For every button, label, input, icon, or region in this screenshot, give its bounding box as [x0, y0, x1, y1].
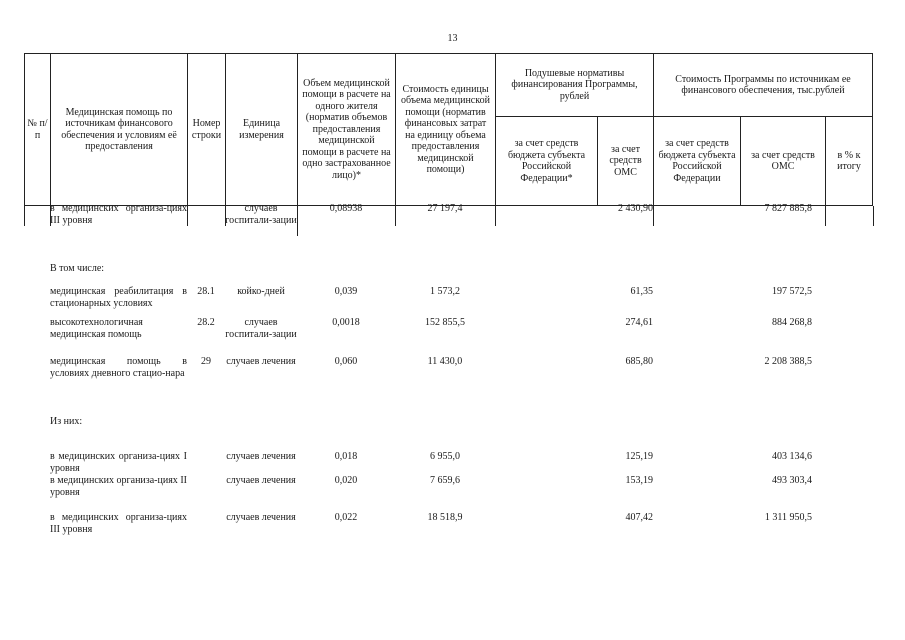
- row-pc-oms: 274,61: [625, 317, 653, 328]
- row-unit-cost: 1 573,2: [430, 286, 460, 297]
- row-cost-oms: 403 134,6: [772, 451, 812, 462]
- column-line: [24, 206, 25, 226]
- column-line: [825, 206, 826, 226]
- row-volume: 0,039: [334, 286, 358, 297]
- header-volume: Объем медицинской помощи в расчете на одного жителя (норматив объемов предоставления медицинской помощи в расчете на одно застрахованное лицо)*: [297, 53, 395, 206]
- row-name: в медицинских организа-циях I уровня: [50, 451, 187, 474]
- row-unit-cost: 6 955,0: [430, 451, 460, 462]
- row-cost-oms: 493 303,4: [772, 475, 812, 486]
- row-unit: случаев лечения: [226, 451, 296, 462]
- section-of-which: Из них:: [50, 416, 83, 427]
- row-volume: 0,018: [334, 451, 358, 462]
- column-line: [873, 206, 874, 226]
- header-cost-budget: за счет средств бюджета субъекта Российской Федерации: [653, 116, 740, 206]
- row-unit: случаев лечения: [226, 512, 296, 523]
- header-num: № п/п: [24, 53, 50, 206]
- row-number: 28.2: [197, 317, 215, 328]
- row-cost-oms: 2 208 388,5: [764, 356, 812, 367]
- row-unit: случаев госпитали-зации: [225, 317, 297, 340]
- row-name: в медицинских организа-циях II уровня: [50, 475, 187, 498]
- header-pc-budget: за счет средств бюджета субъекта Российской Федерации*: [495, 116, 597, 206]
- header-per-capita-group: Подушевые нормативы финансирования Программы, рублей: [495, 53, 653, 116]
- row-pc-oms: 2 430,90: [618, 203, 653, 214]
- row-cost-oms: 7 827 885,8: [764, 203, 812, 214]
- row-cost-oms: 197 572,5: [772, 286, 812, 297]
- header-pc-oms: за счет средств ОМС: [597, 116, 653, 206]
- row-unit: случаев госпитали-зации: [225, 203, 297, 226]
- row-name: высокотехнологичная медицинская помощь: [50, 317, 143, 340]
- row-unit-cost: 18 518,9: [427, 512, 463, 523]
- row-pc-oms: 153,19: [625, 475, 653, 486]
- row-unit-cost: 152 855,5: [425, 317, 465, 328]
- row-volume: 0,022: [334, 512, 358, 523]
- row-unit: случаев лечения: [226, 475, 296, 486]
- row-name: в медицинских организа-циях III уровня: [50, 512, 187, 535]
- row-pc-oms: 125,19: [625, 451, 653, 462]
- row-unit-cost: 11 430,0: [427, 356, 463, 367]
- header-row-number: Номер строки: [187, 53, 225, 206]
- row-cost-oms: 884 268,8: [772, 317, 812, 328]
- header-name: Медицинская помощь по источникам финансового обеспечения и условиям её предоставления: [50, 53, 187, 206]
- header-unit: Единица измерения: [225, 53, 297, 206]
- header-cost-oms: за счет средств ОМС: [740, 116, 825, 206]
- row-unit-cost: 7 659,6: [430, 475, 460, 486]
- row-name: медицинская реабилитация в стационарных условиях: [50, 286, 187, 309]
- header-cost-group: Стоимость Программы по источникам ее финансового обеспечения, тыс.рублей: [653, 53, 873, 116]
- section-including: В том числе:: [50, 263, 105, 274]
- page-number: 13: [447, 33, 458, 44]
- row-volume: 0,08938: [329, 203, 363, 214]
- column-line: [653, 206, 654, 226]
- row-volume: 0,0018: [332, 317, 360, 328]
- row-cost-oms: 1 311 950,5: [764, 512, 812, 523]
- row-name: в медицинских организа-циях III уровня: [50, 203, 187, 226]
- row-number: 28.1: [197, 286, 215, 297]
- row-pc-oms: 407,42: [625, 512, 653, 523]
- header-unit-cost: Стоимость единицы объема медицинской помощи (норматив финансовых затрат на единицу объема предоставления медицинской помощи): [395, 53, 495, 206]
- row-unit: койко-дней: [237, 286, 285, 297]
- column-line: [187, 206, 188, 226]
- row-unit-cost: 27 197,4: [427, 203, 463, 214]
- row-number: 29: [201, 356, 211, 367]
- row-pc-oms: 61,35: [630, 286, 653, 297]
- column-line: [495, 206, 496, 226]
- header-cost-pct: в % к итогу: [825, 116, 873, 206]
- row-unit: случаев лечения: [226, 356, 296, 367]
- row-name: медицинская помощь в условиях дневного стацио-нара: [50, 356, 187, 379]
- row-volume: 0,060: [334, 356, 358, 367]
- row-pc-oms: 685,80: [625, 356, 653, 367]
- row-volume: 0,020: [334, 475, 358, 486]
